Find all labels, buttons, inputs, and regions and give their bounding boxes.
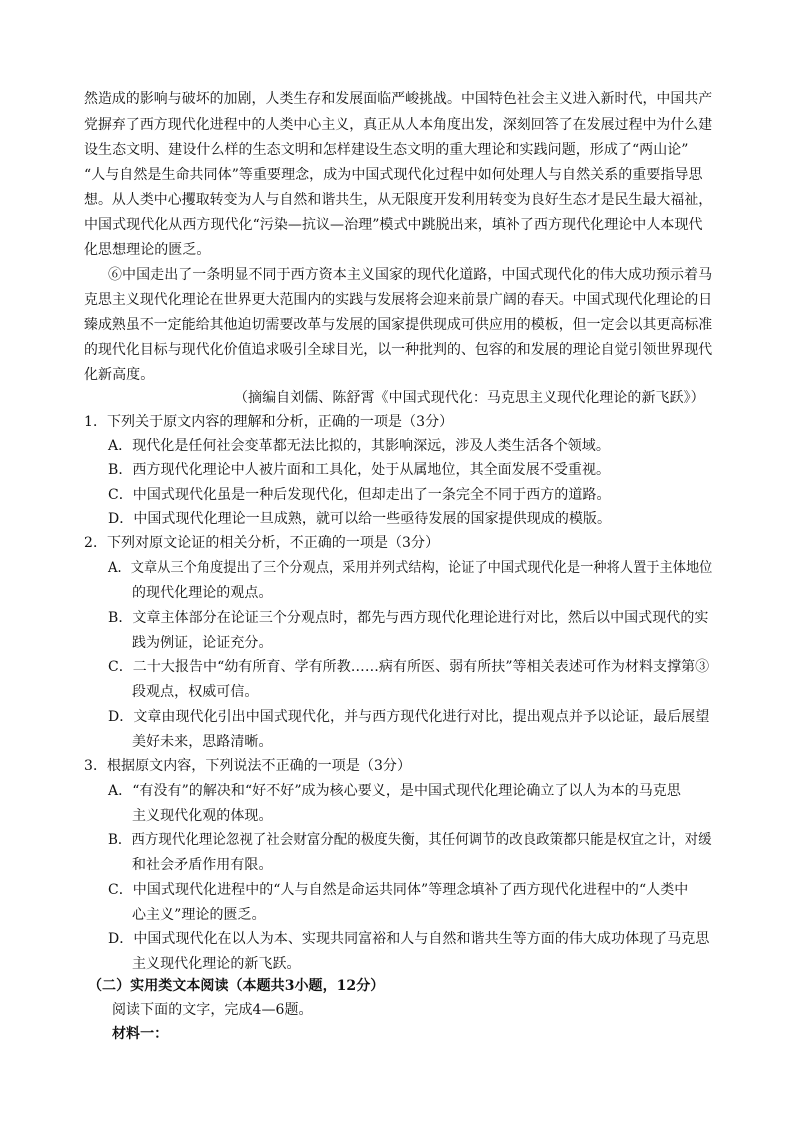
question-1-option-d[interactable]: D．中国式现代化理论一旦成熟，就可以给一些亟待发展的国家提供现成的模版。 xyxy=(108,511,612,527)
passage-line: 化新高度。 xyxy=(84,367,155,383)
question-3-option-b-cont: 和社会矛盾作用有限。 xyxy=(132,857,273,873)
question-3-option-a-cont: 主义现代化观的体现。 xyxy=(132,808,273,824)
section-heading: （二）实用类文本阅读（本题共3小题，12分） xyxy=(88,978,385,994)
section-instruction: 阅读下面的文字，完成4—6题。 xyxy=(112,1002,313,1018)
material-label: 材料一： xyxy=(112,1026,169,1042)
question-2-option-a-cont: 的现代化理论的观点。 xyxy=(132,585,273,601)
passage-line: 化思想理论的匮乏。 xyxy=(84,242,211,258)
passage-line: “人与自然是生命共同体”等重要理念，成为中国式现代化过程中如何处理人与自然关系的重要指导思 xyxy=(84,167,703,183)
question-2-option-d[interactable]: D．文章由现代化引出中国式现代化，并与西方现代化进行对比，提出观点并予以论证，最后展望 xyxy=(108,709,710,725)
passage-line: 臻成熟虽不一定能给其他迫切需要改革与发展的国家提供现成可供应用的模板，但一定会以其更高标准 xyxy=(84,317,713,333)
question-2-option-c-cont: 段观点，权威可信。 xyxy=(132,684,259,700)
question-3-option-b[interactable]: B．西方现代化理论忽视了社会财富分配的极度失衡，其任何调节的改良政策都只能是权宜之计，对缓 xyxy=(108,832,712,848)
question-1-option-c[interactable]: C．中国式现代化虽是一种后发现代化，但却走出了一条完全不同于西方的道路。 xyxy=(108,487,611,503)
question-3-option-c-cont: 心主义”理论的匮乏。 xyxy=(132,907,266,923)
passage-line: 然造成的影响与破坏的加剧，人类生存和发展面临严峻挑战。中国特色社会主义进入新时代，中国共产 xyxy=(84,91,713,107)
question-2-option-b-cont: 践为例证，论证充分。 xyxy=(132,635,273,651)
question-3-option-d[interactable]: D．中国式现代化在以人为本、实现共同富裕和人与自然和谐共生等方面的伟大成功体现了马克思 xyxy=(108,931,710,947)
passage-line: 党摒弃了西方现代化进程中的人类中心主义，真正从人本角度出发，深刻回答了在发展过程中为什么建 xyxy=(84,117,713,133)
question-1-option-a[interactable]: A．现代化是任何社会变革都无法比拟的，其影响深远，涉及人类生活各个领域。 xyxy=(108,438,610,454)
question-2-option-c[interactable]: C．二十大报告中“幼有所育、学有所教……病有所医、弱有所扶”等相关表述可作为材料支撑第③ xyxy=(108,659,710,675)
question-3-option-d-cont: 主义现代化理论的新飞跃。 xyxy=(132,956,301,972)
question-3-option-a[interactable]: A．“有没有”的解决和“好不好”成为核心要义，是中国式现代化理论确立了以人为本的马克思 xyxy=(108,783,681,799)
passage-line: 想。从人类中心攫取转变为人与自然和谐共生，从无限度开发利用转变为良好生态才是民生最大福祉， xyxy=(84,192,713,208)
passage-line: 设生态文明、建设什么样的生态文明和怎样建设生态文明的重大理论和实践问题，形成了“两山论” xyxy=(84,142,689,158)
passage-line: 中国式现代化从西方现代化“污染—抗议—治理”模式中跳脱出来，填补了西方现代化理论中人本现代 xyxy=(84,217,703,233)
question-2-option-a[interactable]: A．文章从三个角度提出了三个分观点，采用并列式结构，论证了中国式现代化是一种将人置于主体地位 xyxy=(108,560,713,576)
question-2-option-d-cont: 美好未来，思路清晰。 xyxy=(132,734,273,750)
passage-line: 克思主义现代化理论在世界更大范围内的实践与发展将会迎来前景广阔的春天。中国式现代化理论的日 xyxy=(84,292,713,308)
question-2-option-b[interactable]: B．文章主体部分在论证三个分观点时，都先与西方现代化理论进行对比，然后以中国式现代的实 xyxy=(108,610,709,626)
passage-line: ⑥中国走出了一条明显不同于西方资本主义国家的现代化道路，中国式现代化的伟大成功预示着马 xyxy=(108,267,713,283)
question-3-stem: 3．根据原文内容，下列说法不正确的一项是（3分） xyxy=(84,758,412,774)
question-2-stem: 2．下列对原文论证的相关分析，不正确的一项是（3分） xyxy=(84,535,440,551)
question-1-stem: 1．下列关于原文内容的理解和分析，正确的一项是（3分） xyxy=(84,414,454,430)
source-citation: （摘编自刘儒、陈舒霄《中国式现代化：马克思主义现代化理论的新飞跃》） xyxy=(234,390,705,406)
passage-line: 的现代化目标与现代化价值追求吸引全球目光，以一种批判的、包容的和发展的理论自觉引领世界现代 xyxy=(84,342,713,358)
question-1-option-b[interactable]: B．西方现代化理论中人被片面和工具化，处于从属地位，其全面发展不受重视。 xyxy=(108,462,611,478)
question-3-option-c[interactable]: C．中国式现代化进程中的“人与自然是命运共同体”等理念填补了西方现代化进程中的“人类中 xyxy=(108,882,689,898)
